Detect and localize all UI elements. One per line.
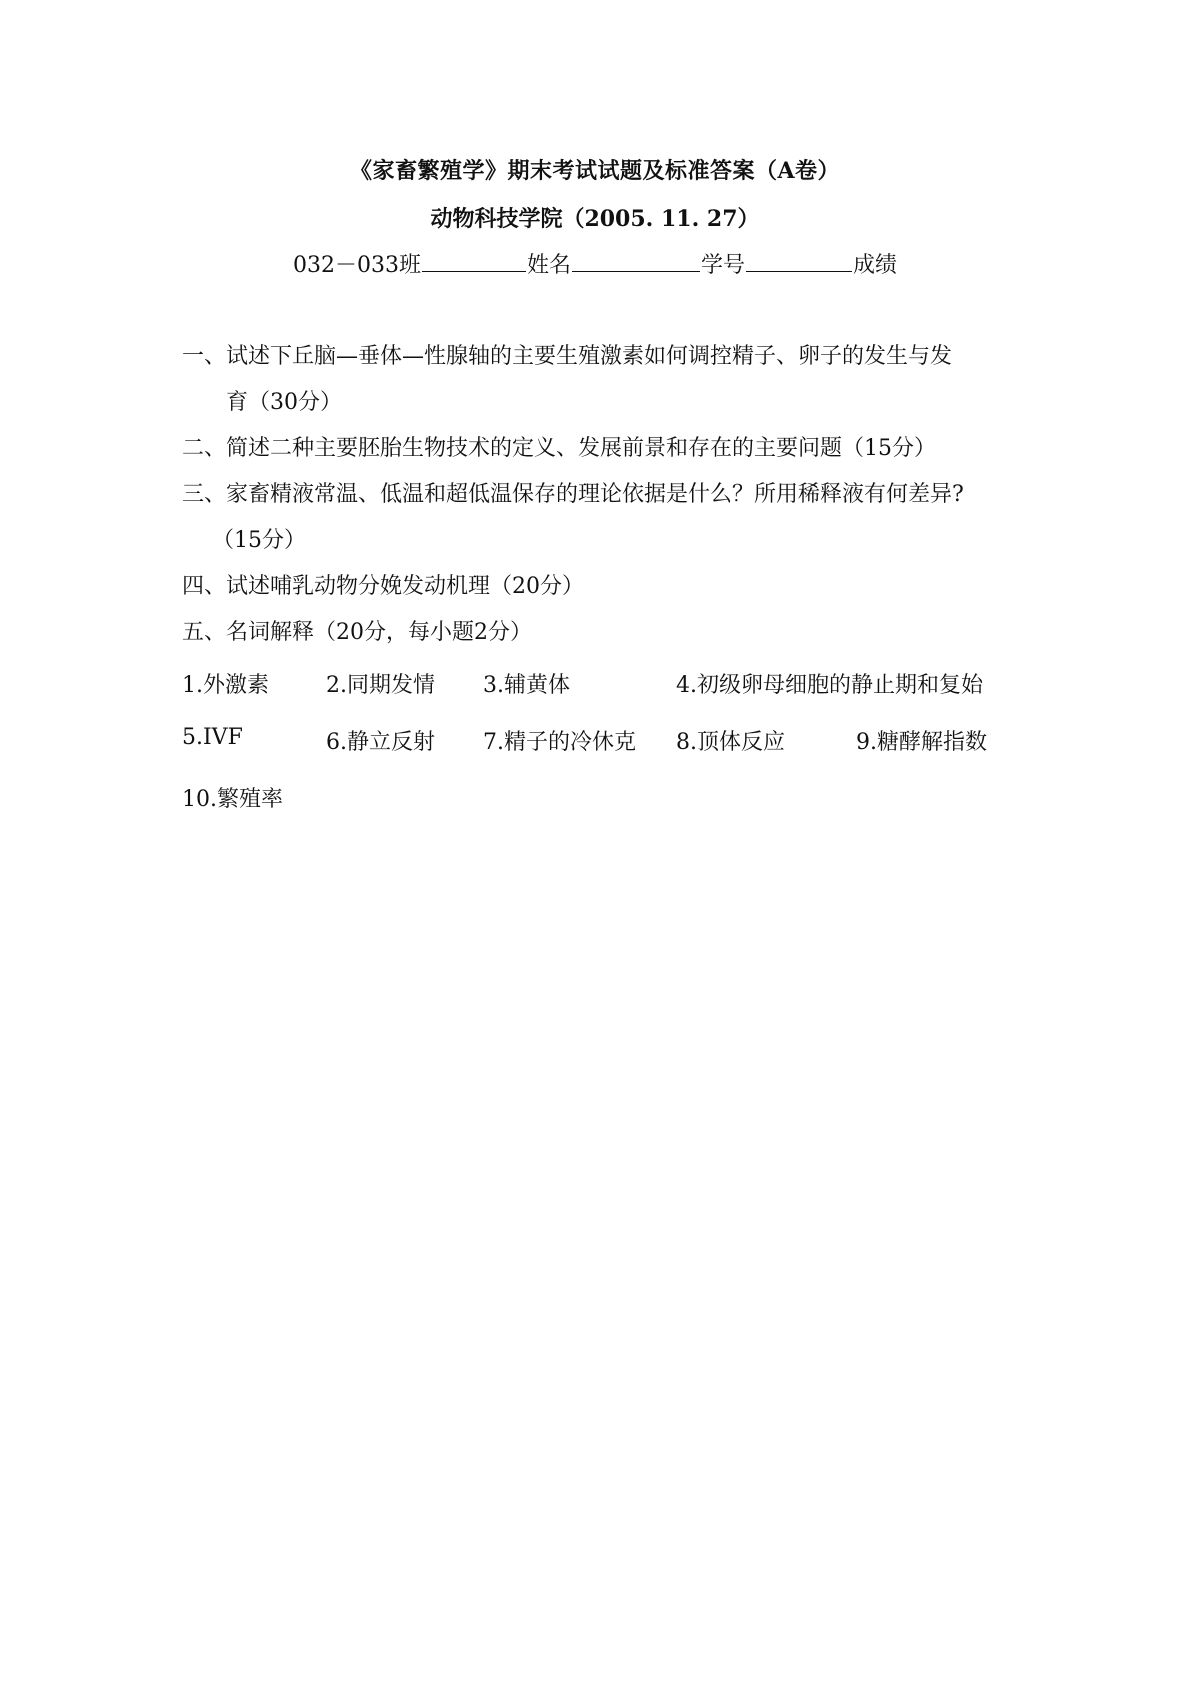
term-item: 6.静立反射 xyxy=(326,730,435,755)
term-item: 2.同期发情 xyxy=(326,673,435,698)
term-row-3 xyxy=(182,782,1022,839)
question-4 xyxy=(182,564,1022,610)
question-4-line-1: 四、试述哺乳动物分娩发动机理（20分） xyxy=(182,574,584,599)
term-row-2 xyxy=(182,725,1022,782)
score-label: 成绩 xyxy=(853,253,898,278)
class-blank[interactable] xyxy=(422,249,526,272)
question-list xyxy=(182,334,1022,656)
page-title: 《家畜繁殖学》期末考试试题及标准答案（A卷） xyxy=(349,158,841,184)
name-label: 姓名 xyxy=(526,253,571,278)
question-1 xyxy=(182,334,1022,426)
term-item: 9.糖酵解指数 xyxy=(856,730,987,755)
question-5-line-1: 五、名词解释（20分，每小题2分） xyxy=(182,620,532,645)
question-2-line-1: 二、简述二种主要胚胎生物技术的定义、发展前景和存在的主要问题（15分） xyxy=(182,436,936,461)
term-item: 7.精子的冷休克 xyxy=(483,730,636,755)
name-blank[interactable] xyxy=(572,249,700,272)
class-label: 032－033班 xyxy=(292,253,421,278)
term-item: 3.辅黄体 xyxy=(483,673,570,698)
term-list xyxy=(182,668,1022,839)
id-label: 学号 xyxy=(700,253,745,278)
term-item: 10.繁殖率 xyxy=(182,787,283,812)
id-blank[interactable] xyxy=(746,249,852,272)
student-info-line xyxy=(0,248,1190,279)
term-item: 1.外激素 xyxy=(182,673,269,698)
term-item: 8.顶体反应 xyxy=(676,730,785,755)
question-3 xyxy=(182,472,1022,564)
question-1-line-2: 育（30分） xyxy=(226,390,342,415)
question-1-line-1: 一、试述下丘脑—垂体—性腺轴的主要生殖激素如何调控精子、卵子的发生与发 xyxy=(182,344,953,369)
term-item: 5.IVF xyxy=(182,725,243,750)
question-3-line-2: （15分） xyxy=(212,528,306,553)
page-subtitle: 动物科技学院（2005. 11. 27） xyxy=(430,206,760,232)
question-5 xyxy=(182,610,1022,656)
question-2 xyxy=(182,426,1022,472)
question-3-line-1: 三、家畜精液常温、低温和超低温保存的理论依据是什么？所用稀释液有何差异? xyxy=(182,482,964,507)
term-item: 4.初级卵母细胞的静止期和复始 xyxy=(676,673,983,698)
term-row-1 xyxy=(182,668,1022,725)
